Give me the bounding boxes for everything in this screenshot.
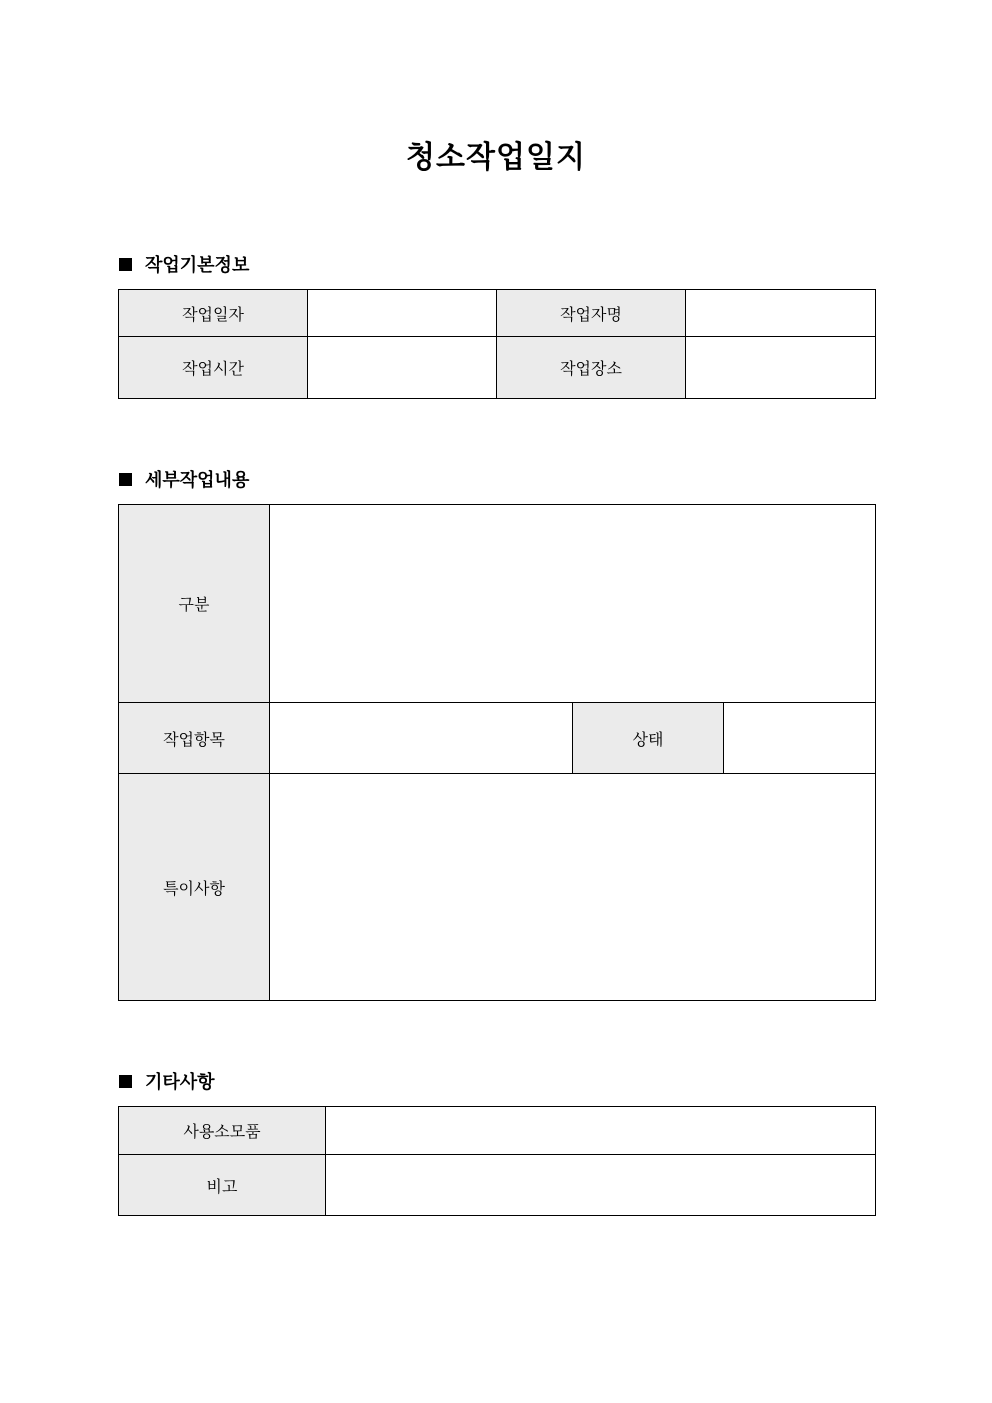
- table-row: [119, 290, 876, 337]
- status-field[interactable]: [724, 703, 876, 774]
- page-title: 청소작업일지: [406, 140, 586, 175]
- square-bullet-icon: [119, 473, 132, 486]
- work-time-field[interactable]: [308, 337, 497, 399]
- section-heading-basic-info: [119, 251, 249, 277]
- consumables-label: 사용소모품: [119, 1107, 326, 1155]
- other-table: [118, 1106, 876, 1216]
- work-date-field[interactable]: [308, 290, 497, 337]
- work-time-label: 작업시간: [119, 337, 308, 399]
- notes-field[interactable]: [326, 1155, 876, 1216]
- table-row: [119, 703, 876, 774]
- remarks-label: 특이사항: [119, 774, 270, 1001]
- table-row: [119, 337, 876, 399]
- notes-label: 비고: [119, 1155, 326, 1216]
- category-field[interactable]: [270, 505, 876, 703]
- section-heading-other: [119, 1068, 215, 1094]
- square-bullet-icon: [119, 1075, 132, 1088]
- work-place-field[interactable]: [686, 337, 876, 399]
- work-place-label: 작업장소: [497, 337, 686, 399]
- table-row: [119, 774, 876, 1001]
- table-row: [119, 1107, 876, 1155]
- consumables-field[interactable]: [326, 1107, 876, 1155]
- remarks-field[interactable]: [270, 774, 876, 1001]
- basic-info-table: [118, 289, 876, 399]
- work-details-table: [118, 504, 876, 1001]
- section-heading-label: 기타사항: [145, 1072, 215, 1093]
- status-label: 상태: [573, 703, 724, 774]
- section-heading-work-details: [119, 466, 249, 492]
- section-heading-label: 작업기본정보: [145, 255, 250, 276]
- work-date-label: 작업일자: [119, 290, 308, 337]
- work-item-label: 작업항목: [119, 703, 270, 774]
- worker-name-field[interactable]: [686, 290, 876, 337]
- work-item-field[interactable]: [270, 703, 573, 774]
- table-row: [119, 1155, 876, 1216]
- worker-name-label: 작업자명: [497, 290, 686, 337]
- section-heading-label: 세부작업내용: [145, 470, 250, 491]
- square-bullet-icon: [119, 258, 132, 271]
- table-row: [119, 505, 876, 703]
- category-label: 구분: [119, 505, 270, 703]
